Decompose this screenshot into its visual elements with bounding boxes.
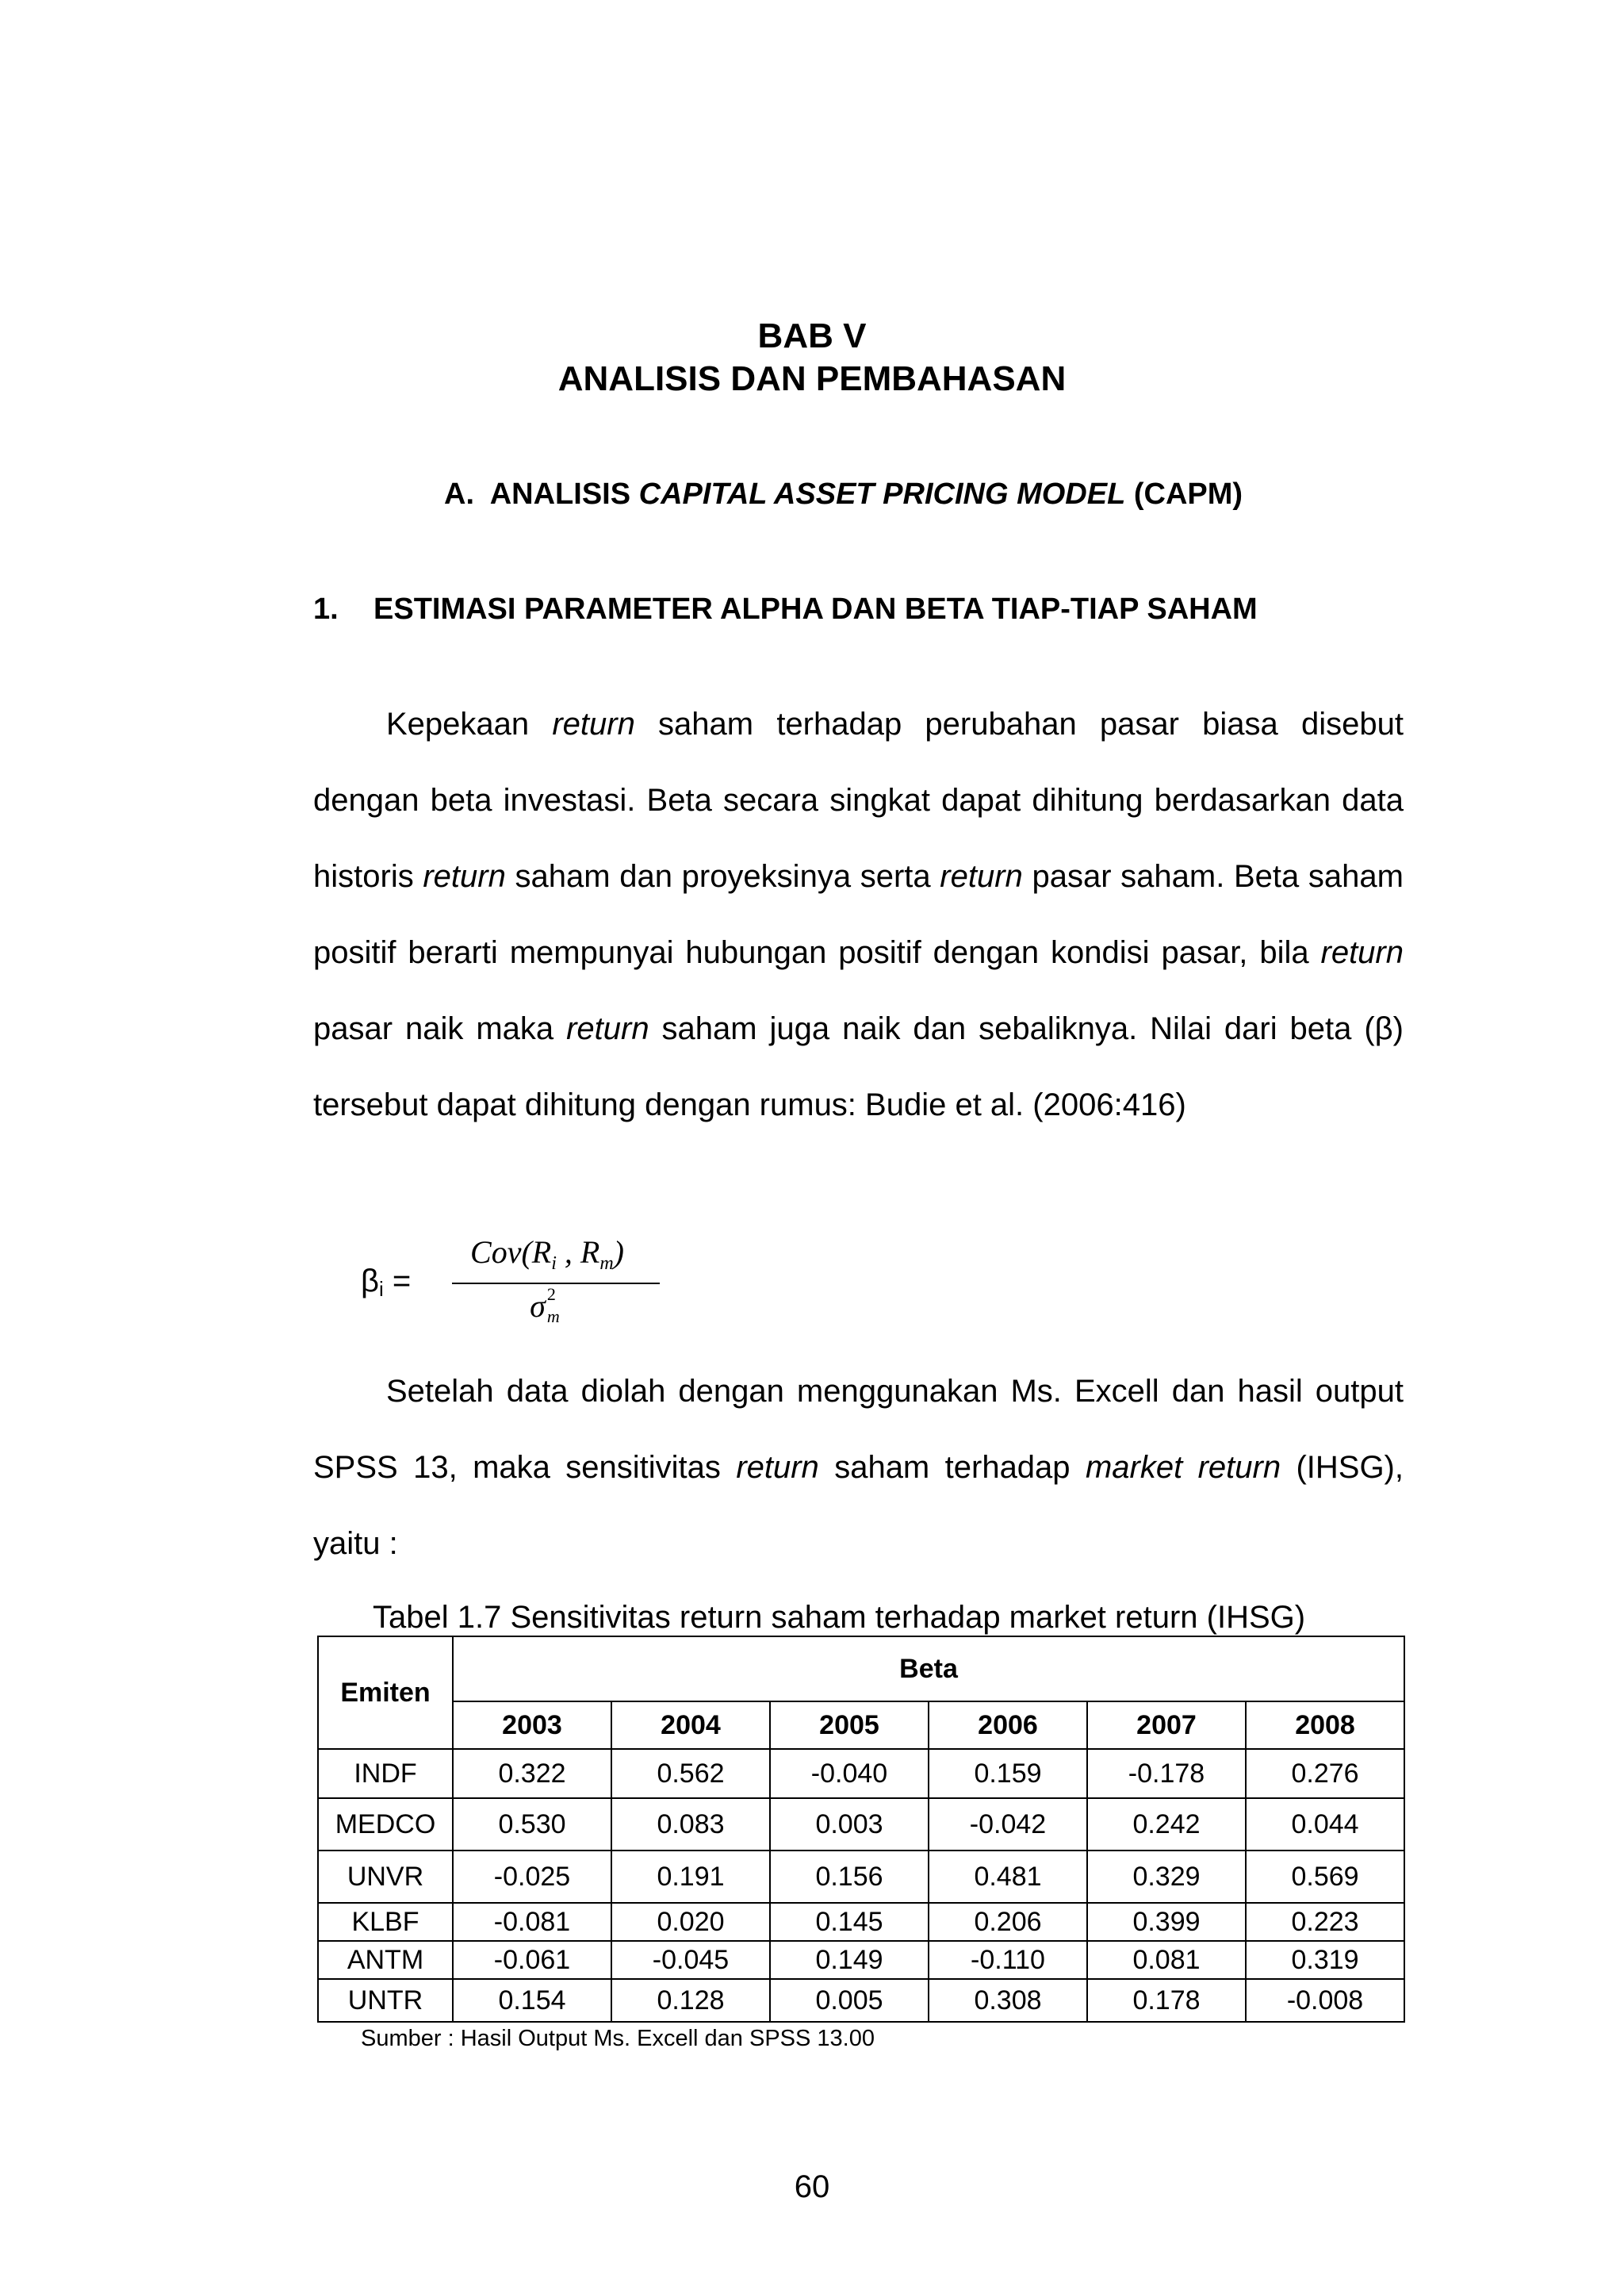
- paragraph-method: Setelah data diolah dengan menggunakan Ms. Excell dan hasil output SPSS 13, maka sensitivitas return saham terhadap market return (IHSG), yaitu :: [313, 1374, 1404, 1561]
- beta-table: [317, 1636, 1405, 2023]
- header-emiten: Emiten: [318, 1636, 453, 1749]
- table-row: [318, 1941, 1404, 1979]
- beta-cell: 0.156: [770, 1851, 929, 1903]
- beta-cell: -0.040: [770, 1749, 929, 1798]
- beta-cell: 0.242: [1087, 1798, 1246, 1851]
- beta-cell: 0.569: [1246, 1851, 1404, 1903]
- beta-cell: -0.110: [929, 1941, 1087, 1979]
- chapter-number: BAB V: [757, 316, 867, 355]
- formula-lhs: $\beta_i$ =: [361, 1264, 412, 1301]
- paragraph-beta-intro: Kepekaan return saham terhadap perubahan pasar biasa disebut dengan beta investasi. Beta secara singkat dapat dihitung berdasarkan data historis return saham dan proyeksinya serta return pasar saham. Beta saham positif berarti mempunyai hubungan positif dengan kondisi pasar, bila return pasar naik maka return saham juga naik dan sebaliknya. Nilai dari beta (β) tersebut dapat dihitung dengan rumus: Budie et al. (2006:416): [313, 707, 1404, 1122]
- beta-cell: 0.319: [1246, 1941, 1404, 1979]
- beta-cell: 0.159: [929, 1749, 1087, 1798]
- header-year: 2005: [770, 1701, 929, 1749]
- beta-cell: 0.083: [611, 1798, 770, 1851]
- beta-cell: -0.045: [611, 1941, 770, 1979]
- beta-cell: 0.044: [1246, 1798, 1404, 1851]
- emiten-cell: MEDCO: [318, 1798, 453, 1851]
- beta-cell: 0.223: [1246, 1903, 1404, 1941]
- beta-cell: -0.008: [1246, 1979, 1404, 2022]
- beta-cell: 0.154: [453, 1979, 611, 2022]
- beta-cell: 0.481: [929, 1851, 1087, 1903]
- beta-cell: 0.308: [929, 1979, 1087, 2022]
- beta-cell: 0.530: [453, 1798, 611, 1851]
- beta-cell: 0.149: [770, 1941, 929, 1979]
- beta-cell: -0.061: [453, 1941, 611, 1979]
- subsection-heading: [313, 591, 1258, 627]
- emiten-cell: UNVR: [318, 1851, 453, 1903]
- formula-numerator: $Cov(R_i$ , $R_m$): [470, 1234, 624, 1274]
- beta-cell: 0.145: [770, 1903, 929, 1941]
- beta-cell: 0.005: [770, 1979, 929, 2022]
- header-beta: Beta: [453, 1636, 1404, 1701]
- beta-cell: 0.206: [929, 1903, 1087, 1941]
- beta-cell: 0.329: [1087, 1851, 1246, 1903]
- header-year: 2007: [1087, 1701, 1246, 1749]
- subsection-title: ESTIMASI PARAMETER ALPHA DAN BETA TIAP-TIAP SAHAM: [373, 593, 1258, 626]
- subsection-number: 1.: [313, 593, 339, 626]
- section-suffix: (CAPM): [1133, 477, 1243, 511]
- chapter-title: ANALISIS DAN PEMBAHASAN: [557, 359, 1067, 398]
- emiten-cell: INDF: [318, 1749, 453, 1798]
- header-year: 2008: [1246, 1701, 1404, 1749]
- emiten-cell: ANTM: [318, 1941, 453, 1979]
- section-italic-title: CAPITAL ASSET PRICING MODEL: [638, 477, 1126, 511]
- table-row: [318, 1851, 1404, 1903]
- section-heading: [444, 476, 1243, 512]
- beta-cell: 0.399: [1087, 1903, 1246, 1941]
- table-row: [318, 1903, 1404, 1941]
- table-row: [318, 1979, 1404, 2022]
- beta-cell: -0.081: [453, 1903, 611, 1941]
- beta-cell: 0.178: [1087, 1979, 1246, 2022]
- beta-cell: 0.128: [611, 1979, 770, 2022]
- formula-denominator: σ 2 m: [530, 1284, 560, 1326]
- emiten-cell: UNTR: [318, 1979, 453, 2022]
- table-caption: Tabel 1.7 Sensitivitas return saham terhadap market return (IHSG): [373, 1600, 1306, 1635]
- beta-cell: 0.191: [611, 1851, 770, 1903]
- fraction-bar: [452, 1283, 660, 1284]
- beta-cell: -0.178: [1087, 1749, 1246, 1798]
- section-prefix: ANALISIS: [489, 477, 631, 511]
- beta-cell: 0.003: [770, 1798, 929, 1851]
- beta-cell: 0.562: [611, 1749, 770, 1798]
- beta-cell: 0.322: [453, 1749, 611, 1798]
- header-year: 2006: [929, 1701, 1087, 1749]
- header-year: 2004: [611, 1701, 770, 1749]
- table-source: Sumber : Hasil Output Ms. Excell dan SPSS 13.00: [361, 2026, 875, 2051]
- section-label: A.: [444, 477, 474, 511]
- beta-cell: 0.020: [611, 1903, 770, 1941]
- table-row: [318, 1749, 1404, 1798]
- header-year: 2003: [453, 1701, 611, 1749]
- beta-cell: 0.081: [1087, 1941, 1246, 1979]
- beta-cell: 0.276: [1246, 1749, 1404, 1798]
- beta-cell: -0.025: [453, 1851, 611, 1903]
- page-number: 60: [794, 2169, 830, 2204]
- table-row: [318, 1798, 1404, 1851]
- beta-cell: -0.042: [929, 1798, 1087, 1851]
- emiten-cell: KLBF: [318, 1903, 453, 1941]
